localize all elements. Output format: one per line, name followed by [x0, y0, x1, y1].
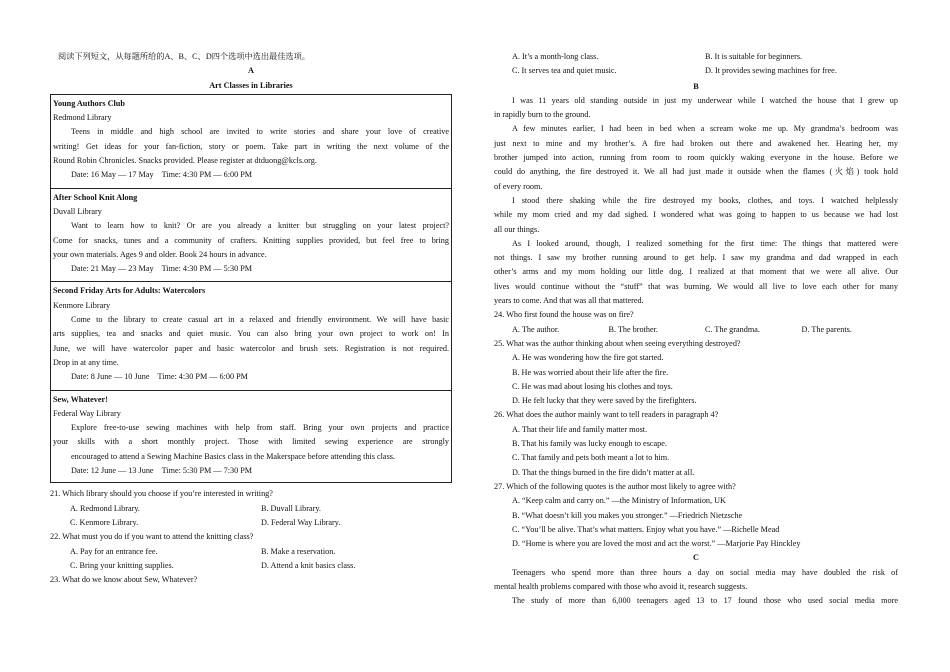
left-column: [50, 0, 452, 587]
option-d: D. Federal Way Library.: [261, 517, 341, 527]
class-name: After School Knit Along: [53, 192, 138, 202]
class-name: Second Friday Arts for Adults: Watercolors: [53, 286, 206, 296]
class-description-line: Want to learn how to knit? Or are you already a knitter but struggling on your latest project?: [71, 221, 449, 231]
class-description-line: June, we will have watercolor paper and basic watercolor and brush sets. Registration is not required.: [53, 343, 449, 353]
class-sew-whatever: [53, 391, 449, 479]
question-stem: 23. What do we know about Sew, Whatever?: [50, 575, 198, 585]
option-b: B. Make a reservation.: [261, 546, 336, 556]
class-name: Young Authors Club: [53, 98, 125, 108]
class-date-time: Date: 21 May — 23 May Time: 4:30 PM — 5:30 PM: [71, 264, 253, 274]
class-name: Sew, Whatever!: [53, 394, 108, 404]
question-options: [50, 516, 452, 530]
option-c: C. It serves tea and quiet music.: [512, 66, 617, 76]
class-description-line: Round Robin Chronicles. Snacks provided. Please register at dtduong@kcls.org.: [53, 156, 317, 166]
class-description-line: writing! Get ideas for your fan-fiction, story or poem. Take part in writing the next volume of the: [53, 141, 449, 151]
paragraph-line: As I looked around, though, I realized something for the first time: The things that mattered were: [512, 238, 898, 248]
question-options: [50, 559, 452, 573]
question-stem: 27. Which of the following quotes is the author most likely to agree with?: [494, 481, 736, 491]
class-knit-along: [53, 189, 449, 277]
class-watercolors: [53, 282, 449, 384]
paragraph-line: in rapidly burn to the ground.: [494, 110, 591, 120]
paragraph-line: lives would continue without the “stuff” that was burning. We would all live to love each other for many: [494, 281, 898, 291]
class-description-line: Explore free-to-use sewing machines with help from staff. Bring your own projects and practice: [71, 423, 449, 433]
passage-b-body: [494, 94, 898, 308]
paragraph-line: just next to mine and my brother’s. A fire had broken out there and awakened her. Hearing her, my: [494, 138, 898, 148]
option-b: B. That his family was lucky enough to escape.: [512, 439, 667, 449]
class-library: Kenmore Library: [53, 300, 111, 310]
questions-21-23: [50, 487, 452, 587]
option-a: A. He was wondering how the fire got started.: [512, 353, 664, 363]
paragraph-line: years to come. And that was all that mattered.: [494, 296, 644, 306]
option-d: D. It provides sewing machines for free.: [705, 66, 837, 76]
paragraph-line: all our things.: [494, 224, 540, 234]
class-young-authors-club: [53, 95, 449, 183]
option-d: D. He felt lucky that they were saved by the firefighters.: [512, 396, 697, 406]
option-a: A. That their life and family matter most.: [512, 424, 648, 434]
class-date-time: Date: 12 June — 13 June Time: 5:30 PM — 7:30 PM: [71, 466, 253, 476]
option-a: A. Pay for an entrance fee.: [70, 546, 158, 556]
class-description-line: Teens in middle and high school are invited to write stories and share your love of creative: [71, 127, 449, 137]
class-description-line: Come for snacks, tunes and a community of crafters. Knitting supplies provided, but feel free to bring: [53, 235, 449, 245]
paragraph-line: Teenagers who spend more than three hours a day on social media may have doubled the risk of: [512, 567, 898, 577]
paragraph-line: I was 11 years old standing outside in just my underwear while I watched the house that I grew up: [512, 95, 898, 105]
paragraph-line: while my mom cried and my dad sighed. I wondered what was going to happen to us because we had lost: [494, 210, 898, 220]
paragraph-line: not things. I saw my brother running around to get help. I saw my grandma and dad wrapped in each: [494, 253, 898, 263]
option-c: C. He was mad about losing his clothes and toys.: [512, 381, 673, 391]
option-a: A. “Keep calm and carry on.” —the Ministry of Information, UK: [512, 496, 726, 506]
question-stem: 25. What was the author thinking about when seeing everything destroyed?: [494, 338, 741, 348]
question-23-options: [494, 50, 898, 64]
passage-b-letter: B: [693, 81, 699, 91]
right-column: [494, 0, 898, 609]
class-library: Redmond Library: [53, 113, 112, 123]
paragraph-line: could do anything, the fire destroyed it. We all had just made it outside when the flames (火焰) took hold: [494, 167, 898, 177]
class-description-line: Drop in at any time.: [53, 357, 119, 367]
question-stem: 21. Which library should you choose if you’re interested in writing?: [50, 489, 273, 499]
option-c: C. The grandma.: [705, 324, 760, 334]
option-a: A. The author.: [512, 324, 560, 334]
option-b: B. The brother.: [608, 324, 658, 334]
class-library: Federal Way Library: [53, 408, 121, 418]
option-c: C. “You’ll be alive. That’s what matters. Enjoy what you have.” —Richelle Mead: [512, 524, 780, 534]
paragraph-line: A few minutes earlier, I had been in bed when a scream woke me up. My grandma’s bedroom was: [512, 124, 898, 134]
class-date-time: Date: 8 June — 10 June Time: 4:30 PM — 6:00 PM: [71, 372, 248, 382]
class-description-line: your own materials. Ages 9 and older. Book 24 hours in advance.: [53, 249, 267, 259]
option-a: A. It’s a month-long class.: [512, 52, 599, 61]
passage-a-title: Art Classes in Libraries: [209, 80, 293, 90]
passage-a-letter: A: [248, 66, 254, 76]
paragraph-line: The study of more than 6,000 teenagers aged 13 to 17 found those who used social media more: [512, 596, 898, 606]
paragraph-line: I stood there shaking while the fire destroyed my books, clothes, and toys. I watched helplessly: [512, 195, 898, 205]
paragraph-line: brother jumped into action, running from room to room quickly waking everyone in the house. Before we: [494, 153, 898, 163]
class-library: Duvall Library: [53, 206, 102, 216]
option-d: D. “Home is where you are loved the most and act the worst.” —Marjorie Pay Hinckley: [512, 539, 801, 549]
option-b: B. It is suitable for beginners.: [705, 52, 803, 61]
questions-24-27: [494, 308, 898, 551]
class-description-line: your skills with a short monthly project. Those with limited sewing experience are strongly: [53, 437, 449, 447]
question-stem: 24. Who first found the house was on fire?: [494, 310, 634, 320]
class-date-time: Date: 16 May — 17 May Time: 4:30 PM — 6:00 PM: [71, 170, 253, 180]
classes-box: [50, 94, 452, 483]
question-stem: 22. What must you do if you want to attend the knitting class?: [50, 532, 254, 542]
question-options: [50, 502, 452, 516]
option-c: C. That family and pets both meant a lot to him.: [512, 453, 670, 463]
option-c: C. Bring your knitting supplies.: [70, 560, 174, 570]
option-d: D. The parents.: [801, 324, 852, 334]
class-description-line: arts supplies, tea and snacks and quiet music. You can also bring your own project to work on! In: [53, 329, 449, 339]
instruction: 阅读下列短文，从每题所给的A、B、C、D四个选项中选出最佳选项。: [58, 52, 310, 61]
option-d: D. Attend a knit basics class.: [261, 560, 356, 570]
option-c: C. Kenmore Library.: [70, 517, 139, 527]
class-description-line: encouraged to attend a Sewing Machine Basics class in the Makerspace before attending this class.: [71, 451, 395, 461]
option-a: A. Redmond Library.: [70, 503, 140, 513]
class-description-line: Come to the library to create casual art in a relaxed and friendly environment. We will have basic: [71, 315, 449, 325]
paragraph-line: mental health problems compared with those who avoid it, research suggests.: [494, 581, 748, 591]
question-23-options: [494, 64, 898, 78]
option-b: B. He was worried about their life after the fire.: [512, 367, 669, 377]
option-d: D. That the things burned in the fire didn’t matter at all.: [512, 467, 695, 477]
question-options: [494, 323, 898, 337]
passage-c-letter: C: [693, 553, 699, 563]
paragraph-line: other’s arms and my mom holding our little dog. I realized at that moment that we were all alive. Our: [494, 267, 898, 277]
option-b: B. Duvall Library.: [261, 503, 321, 513]
passage-c-body: [494, 566, 898, 609]
option-b: B. “What doesn’t kill you makes you stronger.” —Friedrich Nietzsche: [512, 510, 743, 520]
paragraph-line: of every room.: [494, 181, 543, 191]
question-options: [50, 545, 452, 559]
question-stem: 26. What does the author mainly want to tell readers in paragraph 4?: [494, 410, 719, 420]
